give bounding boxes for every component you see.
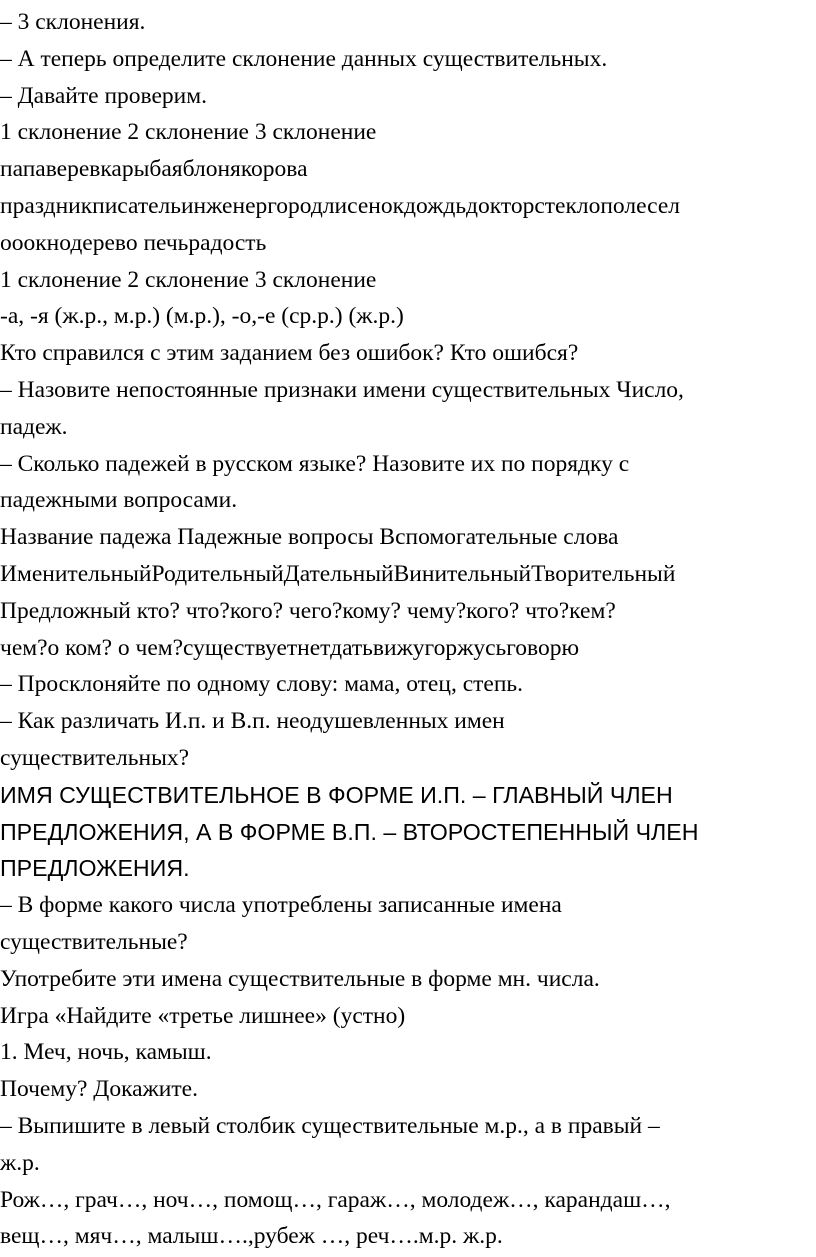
text-line: – Давайте проверим. <box>0 82 207 109</box>
text-line: вещ…, мяч…, малыш….,рубеж …, реч….м.р. ж.р. <box>0 1223 503 1250</box>
text-line: Название падежа Падежные вопросы Вспомогательные слова <box>0 524 619 551</box>
text-line: – 3 склонения. <box>0 9 146 35</box>
text-line: существительных? <box>0 744 190 771</box>
text-line: существительные? <box>0 928 188 955</box>
text-line: – Как различать И.п. и В.п. неодушевленных имен <box>0 708 505 735</box>
text-line: Почему? Докажите. <box>0 1076 198 1103</box>
text-line: – В форме какого числа употреблены записанные имена <box>0 892 562 919</box>
text-line: ИменительныйРодительныйДательныйВинительныйТворительный <box>0 560 676 587</box>
text-line: Предложный кто? что?кого? чего?кому? чему?кого? что?кем? <box>0 597 616 624</box>
text-line: ооокнодерево печьрадость <box>0 229 267 256</box>
text-line: – Назовите непостоянные признаки имени существительных Число, <box>0 376 684 403</box>
heading-line: ПРЕДЛОЖЕНИЯ. <box>0 855 190 882</box>
text-line: ж.р. <box>0 1149 40 1176</box>
heading-line: ИМЯ СУЩЕСТВИТЕЛЬНОЕ В ФОРМЕ И.П. – ГЛАВНЫЙ ЧЛЕН <box>0 781 673 808</box>
text-line: падежными вопросами. <box>0 487 238 514</box>
text-line: 1 склонение 2 склонение 3 склонение <box>0 119 377 146</box>
text-line: -а, -я (ж.р., м.р.) (м.р.), -о,-е (ср.р.) (ж.р.) <box>0 303 404 330</box>
text-line: Рож…, грач…, ноч…, помощ…, гараж…, молодеж…, карандаш…, <box>0 1186 671 1213</box>
text-line: чем?о ком? о чем?существуетнетдатьвижугоржусьговорю <box>0 634 580 661</box>
text-line: праздникписательинженергородлисенокдождьдокторстеклополесел <box>0 192 680 219</box>
text-line: Игра «Найдите «третье лишнее» (устно) <box>0 1002 406 1029</box>
text-line: 1 склонение 2 склонение 3 склонение <box>0 266 377 293</box>
text-line: Кто справился с этим заданием без ошибок? Кто ошибся? <box>0 340 579 367</box>
text-line: – Просклоняйте по одному слову: мама, отец, степь. <box>0 671 523 698</box>
text-line: 1. Меч, ночь, камыш. <box>0 1039 212 1066</box>
text-line: – Выпишите в левый столбик существительные м.р., а в правый – <box>0 1112 660 1139</box>
text-line: папаверевкарыбаяблонякорова <box>0 156 308 183</box>
text-line: падеж. <box>0 413 68 440</box>
text-line: – А теперь определите склонение данных существительных. <box>0 45 608 72</box>
heading-line: ПРЕДЛОЖЕНИЯ, А В ФОРМЕ В.П. – ВТОРОСТЕПЕННЫЙ ЧЛЕН <box>0 818 699 845</box>
text-line: Употребите эти имена существительные в форме мн. числа. <box>0 965 600 992</box>
text-line: – Сколько падежей в русском языке? Назовите их по порядку с <box>0 450 630 477</box>
